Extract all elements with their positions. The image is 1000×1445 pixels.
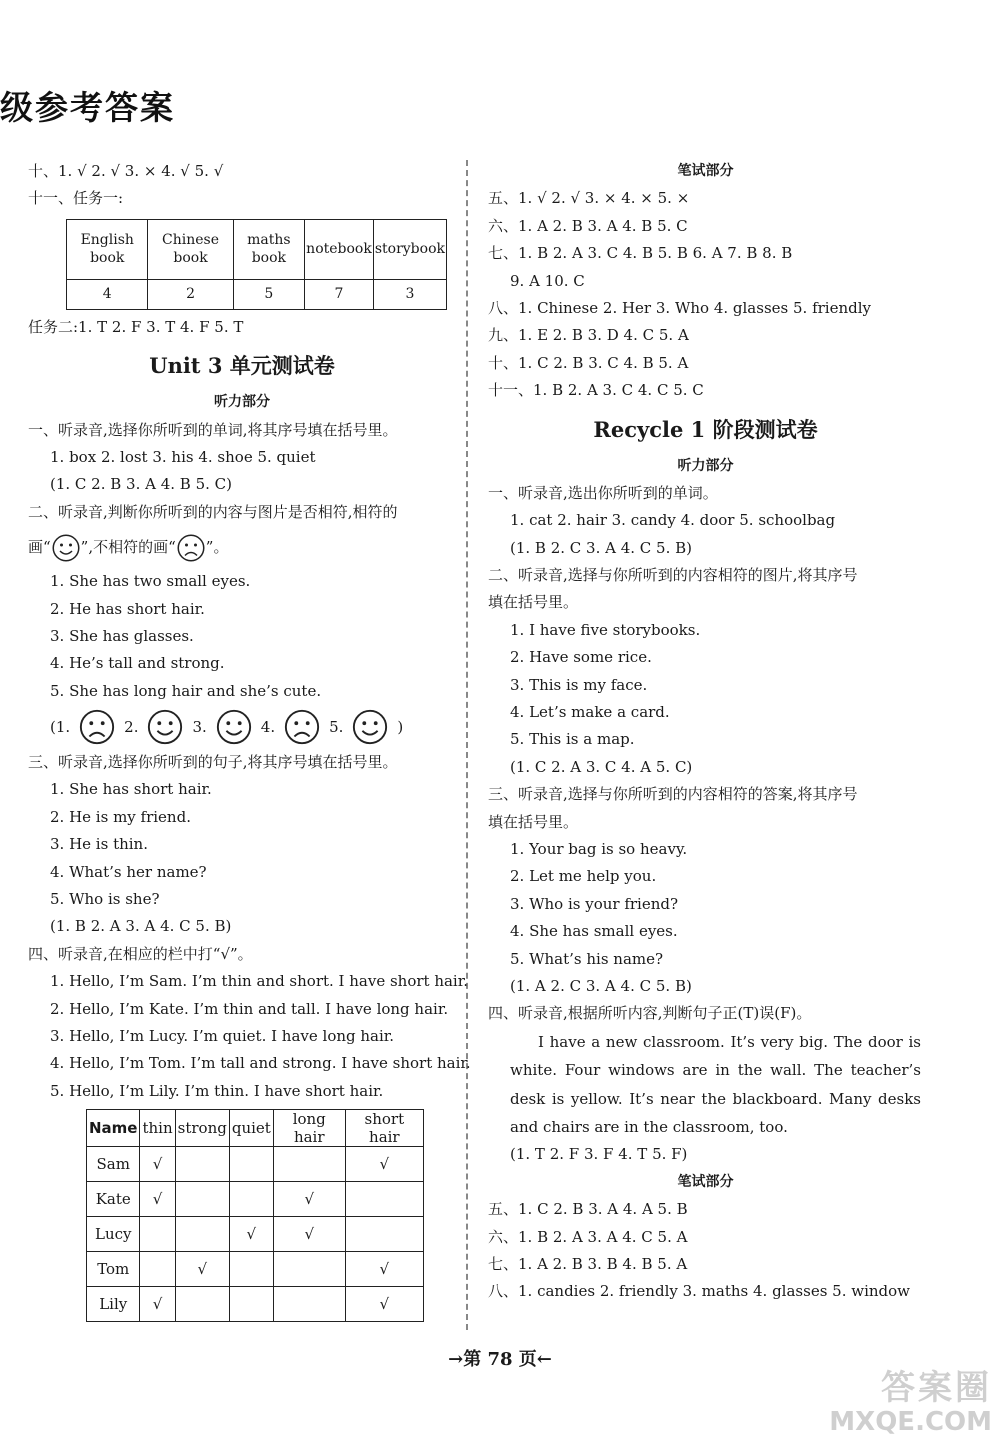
- answer-line: 六、1. A 2. B 3. A 4. B 5. C: [488, 216, 688, 235]
- answer-number: (1.: [50, 718, 71, 737]
- table-header-cell: Chinese book: [148, 219, 233, 279]
- list-item: 1. I have five storybooks.: [510, 620, 701, 639]
- list-item: 3. This is my face.: [510, 675, 648, 694]
- listening-paragraph: [488, 1028, 923, 1142]
- section-subtitle: 笔试部分: [677, 1173, 734, 1190]
- answer-number: 4.: [260, 718, 276, 737]
- question-text: 四、听录音,根据所听内容,判断句子正(T)误(F)。: [488, 1004, 812, 1023]
- table-row: [87, 1252, 424, 1287]
- table-row: [67, 219, 447, 279]
- table-cell: [140, 1252, 175, 1287]
- table-header-cell: strong: [175, 1110, 229, 1147]
- question-text: 四、听录音,在相应的栏中打“√”。: [28, 944, 253, 963]
- paragraph-text: I have a new classroom. It’s very big. The door is white. Four windows are in the wall. The teacher’s desk is yellow. It’s near the blackboard. Many desks and chairs are in the classroom, too.: [510, 1032, 921, 1136]
- section-subtitle: 听力部分: [214, 394, 270, 411]
- answer-line: 9. A 10. C: [510, 271, 585, 290]
- table-cell: [229, 1182, 273, 1217]
- table-cell: [175, 1217, 229, 1252]
- sad-face-icon: [78, 708, 116, 746]
- watermark-url: MXQE.COM: [829, 1407, 992, 1437]
- table-cell: [175, 1182, 229, 1217]
- table-cell: Tom: [87, 1252, 140, 1287]
- answer-line: 1. box 2. lost 3. his 4. shoe 5. quiet: [50, 447, 316, 466]
- list-item: 5. This is a map.: [510, 730, 635, 749]
- table-cell: 2: [148, 279, 233, 309]
- list-item: 5. Who is she?: [50, 890, 160, 909]
- smiley-face-icon: [146, 708, 184, 746]
- task-one-table: [66, 219, 447, 310]
- list-item: 3. Who is your friend?: [510, 894, 679, 913]
- table-cell: 7: [305, 279, 374, 309]
- question-text: 一、听录音,选出你所听到的单词。: [488, 483, 718, 502]
- question-text: 画“: [28, 538, 51, 557]
- list-item: 3. Hello, I’m Lucy. I’m quiet. I have long hair.: [50, 1026, 395, 1045]
- table-header-cell: maths book: [233, 219, 305, 279]
- list-item: 1. She has short hair.: [50, 780, 212, 799]
- list-item: 2. He is my friend.: [50, 807, 191, 826]
- question-text: 三、听录音,选择你所听到的句子,将其序号填在括号里。: [28, 753, 398, 772]
- answer-line: (1. A 2. C 3. A 4. C 5. B): [510, 976, 692, 995]
- table-cell: [345, 1182, 423, 1217]
- watermark: [829, 1368, 992, 1439]
- answer-line: 十一、任务一:: [28, 189, 124, 208]
- list-item: 4. He’s tall and strong.: [50, 654, 225, 673]
- question-text: ”,不相符的画“: [80, 538, 176, 557]
- table-cell: Lucy: [87, 1217, 140, 1252]
- question-text: ”。: [205, 538, 229, 557]
- answer-line: 十一、1. B 2. A 3. C 4. C 5. C: [488, 381, 704, 400]
- face-answer-row: [28, 705, 456, 749]
- recycle-title: Recycle 1 阶段测试卷: [593, 416, 818, 442]
- table-header-cell: long hair: [273, 1110, 345, 1147]
- table-cell: √: [140, 1147, 175, 1182]
- question-text: 三、听录音,选择与你所听到的内容相符的答案,将其序号: [488, 785, 858, 804]
- answer-number: 2.: [124, 718, 139, 737]
- table-cell: 5: [233, 279, 305, 309]
- table-cell: √: [140, 1182, 175, 1217]
- question-text: 一、听录音,选择你所听到的单词,将其序号填在括号里。: [28, 420, 398, 439]
- list-item: 4. What’s her name?: [50, 862, 207, 881]
- smiley-face-icon: [351, 708, 389, 746]
- answer-line: 五、1. √ 2. √ 3. × 4. × 5. ×: [488, 189, 690, 208]
- table-cell: [345, 1217, 423, 1252]
- table-cell: [175, 1147, 229, 1182]
- list-item: 5. Hello, I’m Lily. I’m thin. I have short hair.: [50, 1081, 384, 1100]
- answer-line: 十、1. √ 2. √ 3. × 4. √ 5. √: [28, 162, 224, 180]
- page-title: 级参考答案: [0, 88, 175, 127]
- sad-face-icon: [283, 708, 321, 746]
- table-cell: 4: [67, 279, 148, 309]
- table-cell: [175, 1287, 229, 1322]
- unit-title: Unit 3 单元测试卷: [149, 353, 335, 379]
- table-cell: √: [345, 1287, 423, 1322]
- answer-line: 1. cat 2. hair 3. candy 4. door 5. schoolbag: [510, 511, 836, 530]
- table-row: [87, 1287, 424, 1322]
- table-header-cell: English book: [67, 219, 148, 279]
- question-text: 填在括号里。: [488, 812, 579, 831]
- table-header-cell: thin: [140, 1110, 175, 1147]
- left-column: [28, 158, 471, 1322]
- table-cell: √: [140, 1287, 175, 1322]
- page-number: →第 78 页←: [448, 1349, 552, 1370]
- list-item: 4. Let’s make a card.: [510, 703, 670, 722]
- table-row: [67, 279, 447, 309]
- table-header-cell: short hair: [345, 1110, 423, 1147]
- task-four-table: [86, 1109, 424, 1322]
- table-cell: [229, 1147, 273, 1182]
- answer-number: 3.: [192, 718, 207, 737]
- table-header-cell: notebook: [305, 219, 374, 279]
- answer-line: 九、1. E 2. B 3. D 4. C 5. A: [488, 326, 689, 345]
- list-item: 2. Hello, I’m Kate. I’m thin and tall. I have long hair.: [50, 999, 449, 1018]
- right-column: [488, 158, 923, 1306]
- question-text: 二、听录音,判断你所听到的内容与图片是否相符,相符的: [28, 502, 398, 521]
- answer-line: 六、1. B 2. A 3. A 4. C 5. A: [488, 1227, 688, 1246]
- answer-close: ): [397, 718, 404, 737]
- sad-face-icon: [176, 533, 206, 563]
- column-divider: [466, 160, 468, 1330]
- table-row: [87, 1182, 424, 1217]
- answer-line: (1. C 2. A 3. C 4. A 5. C): [510, 757, 693, 776]
- table-cell: √: [345, 1147, 423, 1182]
- question-text: 填在括号里。: [488, 593, 579, 612]
- section-subtitle: 笔试部分: [677, 163, 734, 179]
- watermark-logo-text: 答案圈: [881, 1368, 992, 1408]
- table-cell: [273, 1287, 345, 1322]
- table-cell: Sam: [87, 1147, 140, 1182]
- answer-line: 八、1. candies 2. friendly 3. maths 4. glasses 5. window: [488, 1282, 911, 1301]
- question-text-faces: [28, 526, 456, 568]
- answer-line: (1. B 2. A 3. A 4. C 5. B): [50, 917, 232, 936]
- table-cell: √: [229, 1217, 273, 1252]
- list-item: 1. She has two small eyes.: [50, 572, 251, 591]
- table-cell: [229, 1287, 273, 1322]
- answer-line: 八、1. Chinese 2. Her 3. Who 4. glasses 5. friendly: [488, 298, 871, 317]
- answer-number: 5.: [329, 718, 344, 737]
- answer-line: (1. C 2. B 3. A 4. B 5. C): [50, 475, 233, 494]
- list-item: 5. She has long hair and she’s cute.: [50, 681, 322, 700]
- table-cell: Lily: [87, 1287, 140, 1322]
- list-item: 2. He has short hair.: [50, 599, 205, 618]
- answer-line: 十、1. C 2. B 3. C 4. B 5. A: [488, 353, 689, 372]
- question-text: 二、听录音,选择与你所听到的内容相符的图片,将其序号: [488, 566, 858, 585]
- answer-line: 五、1. C 2. B 3. A 4. A 5. B: [488, 1200, 688, 1219]
- section-subtitle: 听力部分: [677, 457, 734, 474]
- table-row: [87, 1110, 424, 1147]
- list-item: 5. What’s his name?: [510, 949, 664, 968]
- table-cell: √: [345, 1252, 423, 1287]
- answer-line: (1. T 2. F 3. F 4. T 5. F): [510, 1145, 688, 1164]
- table-cell: √: [273, 1182, 345, 1217]
- table-header-cell: Name: [87, 1110, 140, 1147]
- list-item: 3. He is thin.: [50, 835, 148, 854]
- answer-line: (1. B 2. C 3. A 4. C 5. B): [510, 538, 693, 557]
- smiley-face-icon: [51, 533, 81, 563]
- table-cell: Kate: [87, 1182, 140, 1217]
- list-item: 4. Hello, I’m Tom. I’m tall and strong. I have short hair.: [50, 1054, 471, 1073]
- list-item: 2. Let me help you.: [510, 867, 657, 886]
- table-cell: [140, 1217, 175, 1252]
- list-item: 3. She has glasses.: [50, 626, 194, 645]
- table-row: [87, 1147, 424, 1182]
- smiley-face-icon: [215, 708, 253, 746]
- table-cell: 3: [373, 279, 446, 309]
- table-header-cell: storybook: [373, 219, 446, 279]
- list-item: 4. She has small eyes.: [510, 922, 678, 941]
- answer-line: 七、1. A 2. B 3. B 4. B 5. A: [488, 1254, 688, 1273]
- answer-line: 七、1. B 2. A 3. C 4. B 5. B 6. A 7. B 8. B: [488, 244, 793, 263]
- list-item: 1. Your bag is so heavy.: [510, 839, 688, 858]
- table-cell: [229, 1252, 273, 1287]
- table-header-cell: quiet: [229, 1110, 273, 1147]
- table-cell: [273, 1252, 345, 1287]
- table-cell: √: [273, 1217, 345, 1252]
- answer-line: 任务二:1. T 2. F 3. T 4. F 5. T: [28, 317, 244, 336]
- table-cell: √: [175, 1252, 229, 1287]
- list-item: 2. Have some rice.: [510, 648, 652, 667]
- table-row: [87, 1217, 424, 1252]
- list-item: 1. Hello, I’m Sam. I’m thin and short. I have short hair.: [50, 972, 469, 991]
- table-cell: [273, 1147, 345, 1182]
